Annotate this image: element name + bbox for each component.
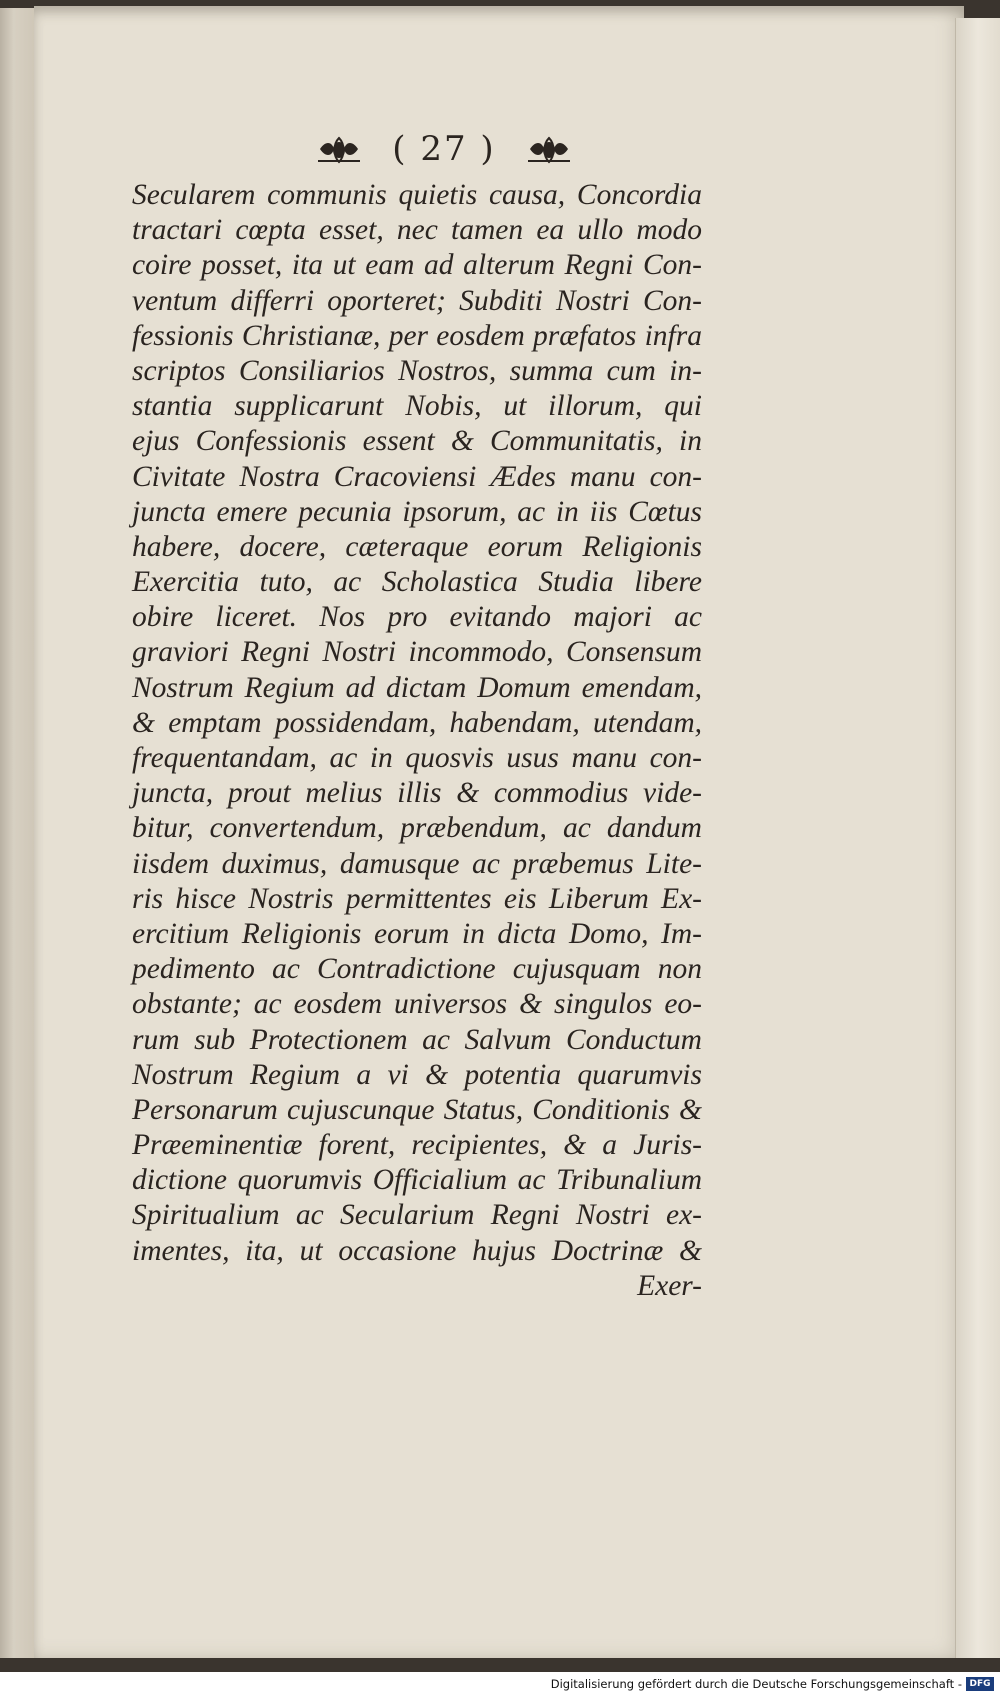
text-line: Personarum cujuscunque Status, Conditionis & [132,1093,702,1126]
text-line: rum sub Protectionem ac Salvum Conductum [132,1023,702,1056]
text-line: Exercitia tuto, ac Scholastica Studia libere [132,566,702,599]
text-line: stantia supplicarunt Nobis, ut illorum, qui [132,390,702,423]
catchword: Exer- [637,1269,702,1302]
text-line: bitur, convertendum, præbendum, ac dandum [132,812,702,845]
text-line: coire posset, ita ut eam ad alterum Regni Con- [132,249,702,282]
text-line: obire liceret. Nos pro evitando majori ac [132,601,702,634]
funding-credit: Digitalisierung gefördert durch die Deutsche Forschungsgemeinschaft - [550,1677,962,1691]
left-page-edge [0,8,35,1658]
book-page [34,6,964,1658]
left-ornament-icon [316,134,362,164]
text-line: iisdem duximus, damusque ac præbemus Lite- [132,847,702,880]
page-number: ( 27 ) [392,129,496,169]
text-line: juncta emere pecunia ipsorum, ac in iis Cœtus [132,495,702,528]
body-text [132,178,702,1304]
text-line: Secularem communis quietis causa, Concordia [132,179,702,211]
right-page-edge [955,18,1000,1658]
text-line: ris hisce Nostris permittentes eis Liberum Ex- [132,882,702,915]
text-line: pedimento ac Contradictione cujusquam non [132,953,702,986]
text-line: frequentandam, ac in quosvis usus manu con- [132,742,702,774]
text-line: imentes, ita, ut occasione hujus Doctrinæ & [132,1234,702,1267]
text-line: juncta, prout melius illis & commodius vide- [132,777,702,810]
text-line: ventum differri oporteret; Subditi Nostri Con- [132,284,702,317]
text-line: tractari cœpta esset, nec tamen ea ullo modo [132,214,702,247]
text-line: obstante; ac eosdem universos & singulos eo- [132,988,702,1021]
text-line: scriptos Consiliarios Nostros, summa cum in- [132,354,702,387]
right-ornament-icon [526,134,572,164]
text-line: habere, docere, cæteraque eorum Religionis [132,530,702,563]
text-line: dictione quorumvis Officialium ac Tribunalium [132,1164,702,1197]
text-line: ejus Confessionis essent & Communitatis, in [132,425,702,458]
dfg-logo-icon: DFG [966,1677,994,1691]
text-line: ercitium Religionis eorum in dicta Domo, Im- [132,917,702,950]
text-line: Nostrum Regium ad dictam Domum emendam, [132,671,702,704]
text-line: graviori Regni Nostri incommodo, Consensum [132,636,702,669]
footer-bar [0,1672,1000,1697]
text-line: Spiritualium ac Secularium Regni Nostri ex- [132,1199,702,1232]
text-line: Civitate Nostra Cracoviensi Ædes manu con- [132,460,702,493]
text-line: fessionis Christianæ, per eosdem præfatos infra [132,319,702,352]
text-line: Præeminentiæ forent, recipientes, & a Juris- [132,1129,702,1162]
text-line: & emptam possidendam, habendam, utendam, [132,706,702,739]
page-header [0,124,909,174]
text-line: Nostrum Regium a vi & potentia quarumvis [132,1058,702,1091]
